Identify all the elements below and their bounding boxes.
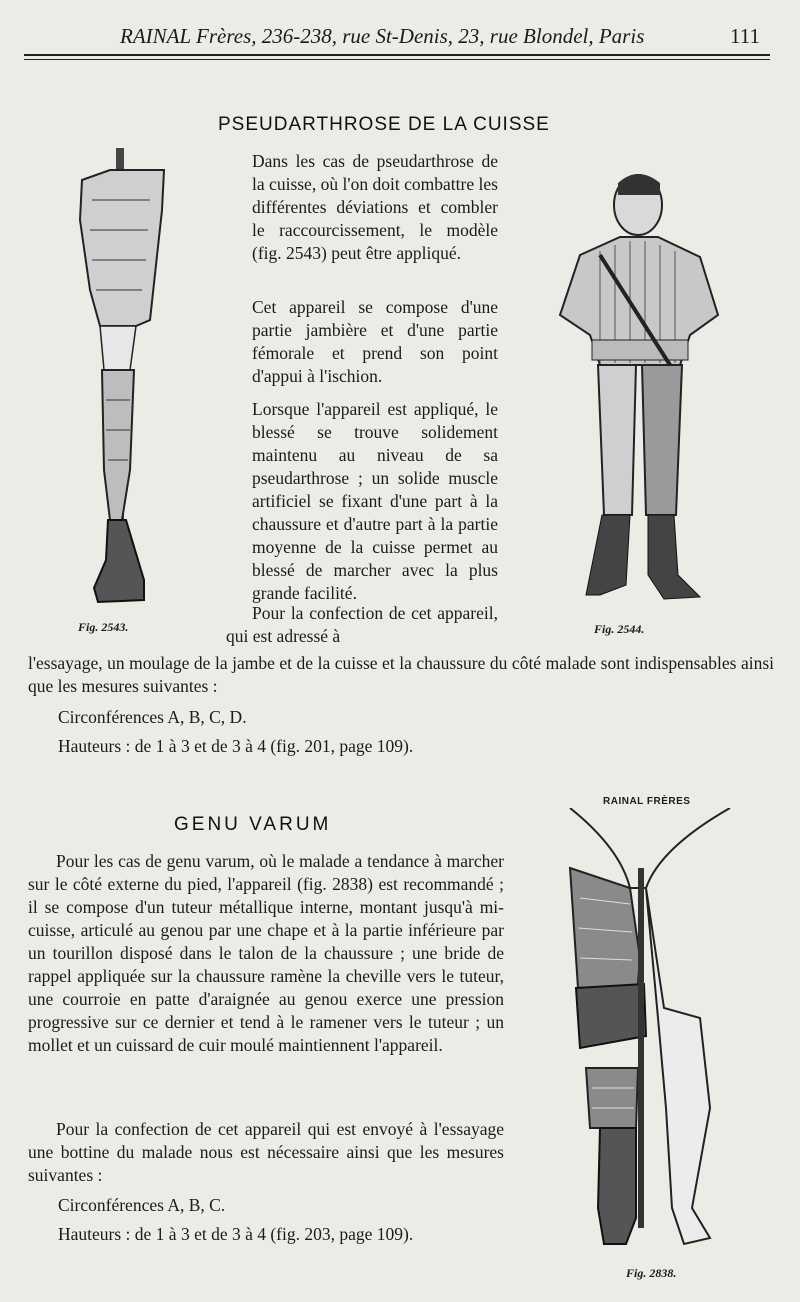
- paragraph: Lorsque l'appareil est appliqué, le blessé se trouve solidement maintenu au niveau de sa pseudarthrose ; un solide muscle artificiel se fixant d'une part à la chaussure et d'autre part à la partie moyenne de la cuisse permet au blessé de marcher avec la plus grande facilité.: [252, 399, 498, 603]
- patient-illustration: [540, 165, 740, 620]
- paragraph: l'essayage, un moulage de la jambe et de la cuisse et la chaussure du côté malade sont indispensables ainsi que les mesures suivantes :: [28, 653, 774, 696]
- paragraph: Cet appareil se compose d'une partie jambière et d'une partie fémorale et prend son point d'appui à l'ischion.: [252, 297, 498, 386]
- paragraph: Pour les cas de genu varum, où le malade a tendance à marcher sur le côté externe du pied, l'appareil (fig. 2838) est recommandé ; il se compose d'un tuteur métallique interne, montant jusqu'à mi-cuisse, articulé au genou par une chape et à la partie inférieure par un tourillon disposé dans le talon de la chaussure ; une bride de rappel appliquée sur la chaussure ramène la cheville vers le tuteur, une courroie en patte d'araignée au genou exerce une pression progressive sur ce dernier et tend à le ramener vers le tuteur ; un mollet et un cuissard de cuir moulé maintiennent l'appareil.: [28, 851, 504, 1055]
- section-heading-pseudarthrose: PSEUDARTHROSE DE LA CUISSE: [218, 114, 550, 135]
- paragraph: Dans les cas de pseudarthrose de la cuisse, où l'on doit combattre les différentes déviations et combler le raccourcissement, le modèle (fig. 2543) peut être appliqué.: [252, 151, 498, 263]
- header-title: RAINAL Frères, 236-238, rue St-Denis, 23, rue Blondel, Paris: [120, 24, 645, 48]
- figure-caption: Fig. 2543.: [78, 620, 129, 634]
- figure-brand: RAINAL FRÈRES: [603, 796, 691, 807]
- paragraph: Pour la confection de cet appareil qui est envoyé à l'essayage une bottine du malade nous est nécessaire ainsi que les mesures suivantes :: [28, 1119, 504, 1185]
- section-heading-genu-varum: GENU VARUM: [174, 814, 332, 835]
- paragraph: Pour la confection de cet appareil, qui est adressé à: [226, 603, 498, 646]
- genu-varum-brace-illustration: [560, 808, 750, 1263]
- running-header: [120, 24, 760, 49]
- measure-line: Hauteurs : de 1 à 3 et de 3 à 4 (fig. 201, page 109).: [58, 736, 414, 756]
- header-rule-thin: [24, 59, 770, 60]
- measure-line: Hauteurs : de 1 à 3 et de 3 à 4 (fig. 203, page 109).: [58, 1224, 414, 1244]
- leg-brace-illustration: [70, 140, 180, 616]
- figure-caption: Fig. 2838.: [626, 1266, 677, 1280]
- measure-line: Circonférences A, B, C, D.: [58, 707, 247, 727]
- figure-caption: Fig. 2544.: [594, 622, 645, 636]
- page-number: 111: [730, 24, 760, 48]
- measure-line: Circonférences A, B, C.: [58, 1195, 226, 1215]
- header-rule: [24, 54, 770, 56]
